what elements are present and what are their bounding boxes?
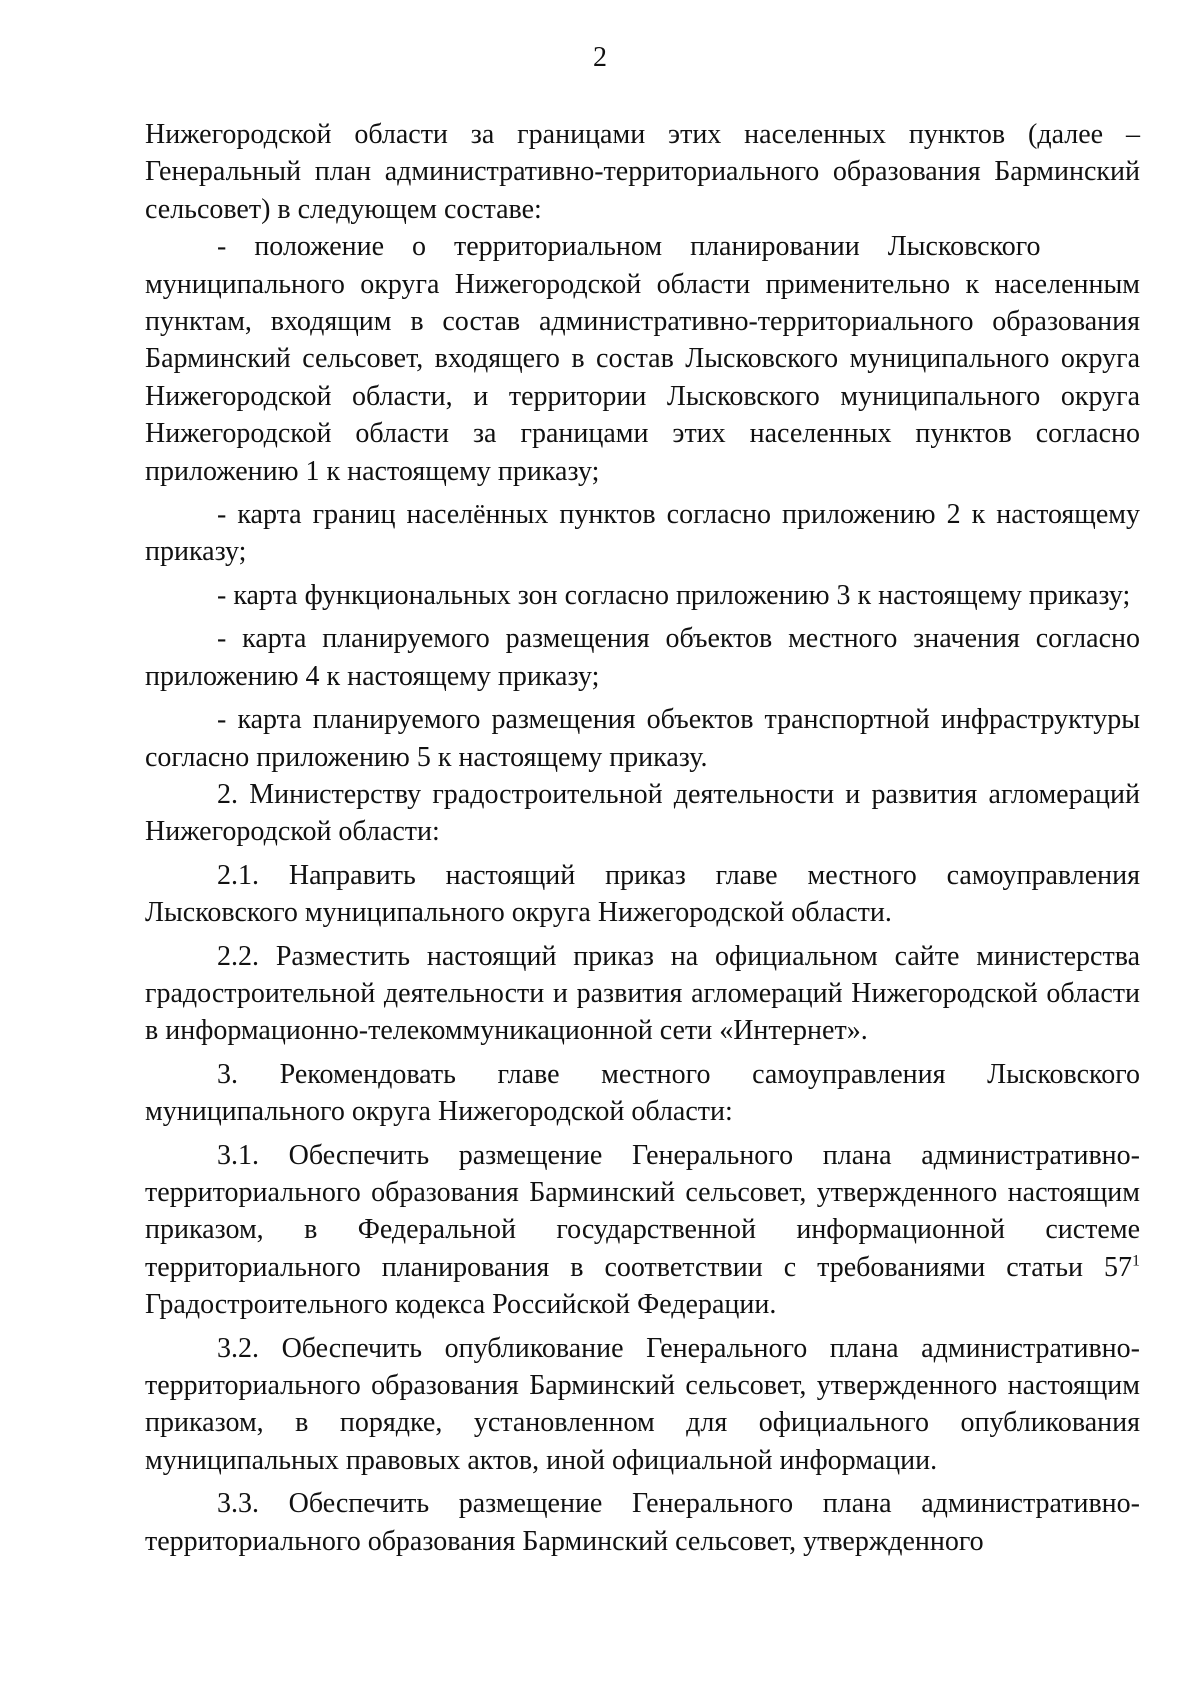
document-body <box>145 116 1140 1560</box>
page-number: 2 <box>593 42 607 73</box>
paragraph-section-2: 2. Министерству градостроительной деятельности и развития агломераций Нижегородской области: <box>145 778 1140 848</box>
paragraph-intro: Нижегородской области за границами этих населенных пунктов (далее – Генеральный план административно-территориального образования Барминский сельсовет) в следующем составе: <box>145 119 1140 225</box>
paragraph-3-2: 3.2. Обеспечить опубликование Генерального плана административно-территориального образования Барминский сельсовет, утвержденного настоящим приказом, в порядке, установленном для официального опубликования муниципальных правовых актов, иной официальной информации. <box>145 1332 1140 1476</box>
paragraph-section-3: 3. Рекомендовать главе местного самоуправления Лысковского муниципального округа Нижегородской области: <box>145 1058 1140 1128</box>
paragraph-item-position: - положение о территориальном планировании Лысковского муниципального округа Нижегородской области применительно к населенным пунктам, входящим в состав административно-территориального образования Барминский сельсовет, входящего в состав Лысковского муниципального округа Нижегородской области, и территории Лысковского муниципального округа Нижегородской области за границами этих населенных пунктов согласно приложению 1 к настоящему приказу; <box>145 231 1140 487</box>
article-superscript: 1 <box>1132 1252 1140 1270</box>
paragraph-3-3: 3.3. Обеспечить размещение Генерального плана административно-территориального образования Барминский сельсовет, утвержденного <box>145 1488 1140 1557</box>
paragraph-2-1: 2.1. Направить настоящий приказ главе местного самоуправления Лысковского муниципального округа Нижегородской области. <box>145 859 1140 929</box>
paragraph-item-map-zones: - карта функциональных зон согласно приложению 3 к настоящему приказу; <box>217 579 1131 611</box>
paragraph-3-1-text: 3.1. Обеспечить размещение Генерального плана административно-территориального образования Барминский сельсовет, утвержденного настоящим приказом, в Федеральной государственной информационной системе территориального планирования в соответствии с требованиями статьи 57 <box>145 1139 1140 1283</box>
paragraph-3-1-tail: Градостроительного кодекса Российской Федерации. <box>145 1289 777 1321</box>
paragraph-item-map-boundaries: - карта границ населённых пунктов согласно приложению 2 к настоящему приказу; <box>145 499 1140 568</box>
paragraph-item-map-transport: - карта планируемого размещения объектов транспортной инфраструктуры согласно приложению 5 к настоящему приказу. <box>145 704 1140 773</box>
paragraph-2-2: 2.2. Разместить настоящий приказ на официальном сайте министерства градостроительной деятельности и развития агломераций Нижегородской области в информационно-телекоммуникационной сети «Интернет». <box>145 940 1140 1047</box>
paragraph-3-1 <box>145 1137 1140 1324</box>
paragraph-item-map-local-objects: - карта планируемого размещения объектов местного значения согласно приложению 4 к настоящему приказу; <box>145 623 1140 692</box>
